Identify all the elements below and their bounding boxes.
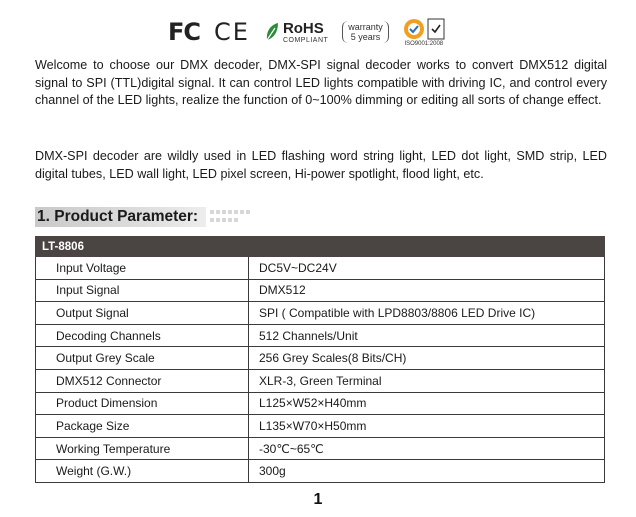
table-row (36, 369, 605, 392)
parameter-name: Decoding Channels (36, 324, 249, 347)
parameter-value: XLR-3, Green Terminal (249, 369, 605, 392)
section-heading (35, 207, 252, 227)
parameter-value: 300g (249, 460, 605, 483)
table-row (36, 257, 605, 280)
parameter-value: DMX512 (249, 279, 605, 302)
parameter-name: Weight (G.W.) (36, 460, 249, 483)
certification-seal-icon (403, 18, 425, 40)
page-number: 1 (313, 491, 323, 508)
parameter-name: Output Signal (36, 302, 249, 325)
table-model-header: LT-8806 (36, 237, 605, 257)
parameter-value: DC5V~DC24V (249, 257, 605, 280)
rohs-label: RoHS (282, 19, 324, 37)
leaf-icon (264, 22, 280, 42)
parameter-value: SPI ( Compatible with LPD8803/8806 LED Drive IC) (249, 302, 605, 325)
ce-logo: CE (214, 18, 250, 46)
warranty-years: 5 years (350, 32, 381, 42)
parameter-name: Package Size (36, 415, 249, 438)
parameter-value: 512 Channels/Unit (249, 324, 605, 347)
rohs-sublabel: COMPLIANT (282, 36, 329, 44)
parameter-table (35, 236, 605, 483)
certification-logos (168, 14, 445, 50)
table-row (36, 437, 605, 460)
fcc-logo: FC (168, 18, 201, 46)
table-row (36, 392, 605, 415)
applications-paragraph: DMX-SPI decoder are wildly used in LED flashing word string light, LED dot light, SMD strip, LED digital tubes, LED wall light, LED pixel screen, Hi-power spotlight, flood light, etc. (35, 149, 607, 181)
table-row (36, 347, 605, 370)
parameter-name: Output Grey Scale (36, 347, 249, 370)
rohs-badge (264, 21, 328, 44)
iso-label: ISO9001:2008 (404, 40, 444, 47)
parameter-name: DMX512 Connector (36, 369, 249, 392)
parameter-name: Product Dimension (36, 392, 249, 415)
decorative-squares (210, 210, 252, 224)
parameter-name: Input Voltage (36, 257, 249, 280)
intro-paragraph: Welcome to choose our DMX decoder, DMX-SPI signal decoder works to convert DMX512 digital signal to SPI (TTL)digital signal. It can control LED lights compatible with driving IC, and control every channel of the LED lights, realize the function of 0~100% dimming or editing all sorts of change effect. (35, 58, 607, 108)
parameter-name: Working Temperature (36, 437, 249, 460)
section-title: 1. Product Parameter: (37, 208, 199, 225)
parameter-name: Input Signal (36, 279, 249, 302)
iso-badge (403, 18, 445, 47)
quality-mark-icon (427, 18, 445, 40)
warranty-badge (342, 21, 389, 43)
table-row (36, 415, 605, 438)
table-row (36, 302, 605, 325)
table-row (36, 279, 605, 302)
parameter-value: L135×W70×H50mm (249, 415, 605, 438)
table-row (36, 460, 605, 483)
parameter-value: 256 Grey Scales(8 Bits/CH) (249, 347, 605, 370)
parameter-value: L125×W52×H40mm (249, 392, 605, 415)
warranty-label: warranty (348, 22, 383, 32)
parameter-value: -30℃~65℃ (249, 437, 605, 460)
table-row (36, 324, 605, 347)
